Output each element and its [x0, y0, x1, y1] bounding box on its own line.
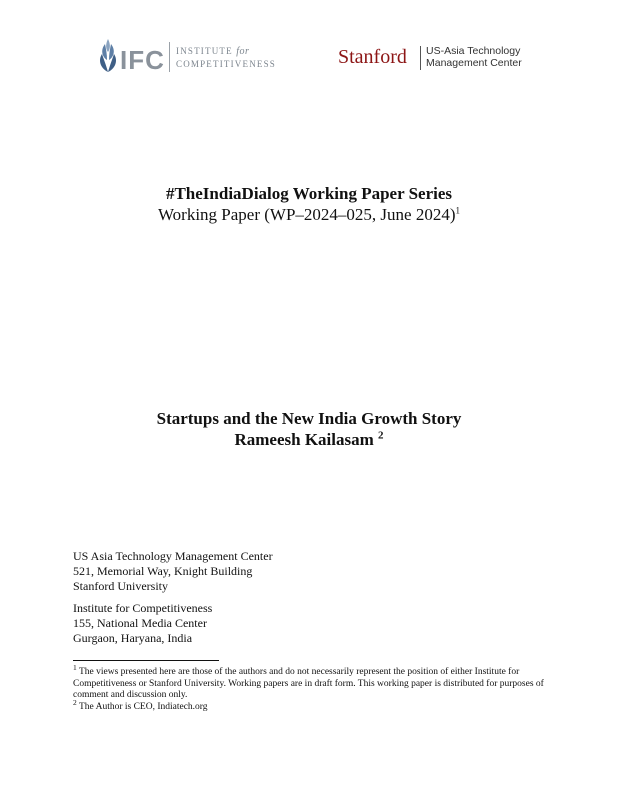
ifc-abbr: IFC	[120, 45, 165, 75]
footnote-mark: 2	[73, 697, 77, 707]
address-ifc	[73, 601, 212, 646]
footnotes	[73, 662, 553, 713]
paper-title: Startups and the New India Growth Story	[156, 409, 462, 428]
footnote-text: The views presented here are those of the authors and do not necessarily represent the position of either Institute for Competitiveness or Stanford University. Working papers are in draft form. This working paper is distributed for purposes of comment and discussion only.	[73, 667, 544, 700]
address-line: US Asia Technology Management Center	[73, 549, 273, 563]
footnote-ref-1: 1	[455, 205, 460, 216]
ifc-divider	[169, 42, 170, 72]
footnote-2	[73, 697, 553, 714]
ifc-institute-name	[176, 45, 276, 70]
footnote-text: The Author is CEO, Indiatech.org	[78, 701, 208, 712]
stanford-divider	[420, 46, 421, 70]
address-line: 155, National Media Center	[73, 616, 207, 630]
footnote-separator	[73, 660, 219, 661]
ifc-institute-line1: INSTITUTE	[176, 46, 233, 56]
ifc-institute-for: for	[236, 46, 250, 57]
working-paper-id: Working Paper (WP–2024–025, June 2024)	[157, 205, 456, 224]
stanford-center-line1: US-Asia Technology	[426, 45, 521, 57]
ifc-institute-line2: COMPETITIVENESS	[176, 59, 277, 69]
stanford-wordmark: Stanford	[338, 46, 407, 68]
stanford-center-line2: Management Center	[426, 57, 522, 69]
leaf-icon	[96, 38, 120, 74]
footnote-mark: 1	[73, 662, 77, 672]
working-paper-line	[0, 205, 618, 225]
footnote-1	[73, 662, 553, 702]
footnote-ref-2: 2	[378, 429, 384, 442]
author-line	[0, 430, 618, 450]
address-line: Gurgaon, Haryana, India	[73, 631, 193, 645]
address-line: Stanford University	[73, 579, 168, 593]
stanford-center-name	[426, 45, 522, 69]
stanford-logo	[338, 44, 528, 72]
series-title: #TheIndiaDialog Working Paper Series	[165, 184, 453, 203]
author-name: Rameesh Kailasam	[234, 430, 374, 449]
address-us-asia-center	[73, 549, 273, 594]
address-line: Institute for Competitiveness	[73, 601, 213, 615]
ifc-logo	[96, 38, 277, 78]
address-line: 521, Memorial Way, Knight Building	[73, 564, 253, 578]
